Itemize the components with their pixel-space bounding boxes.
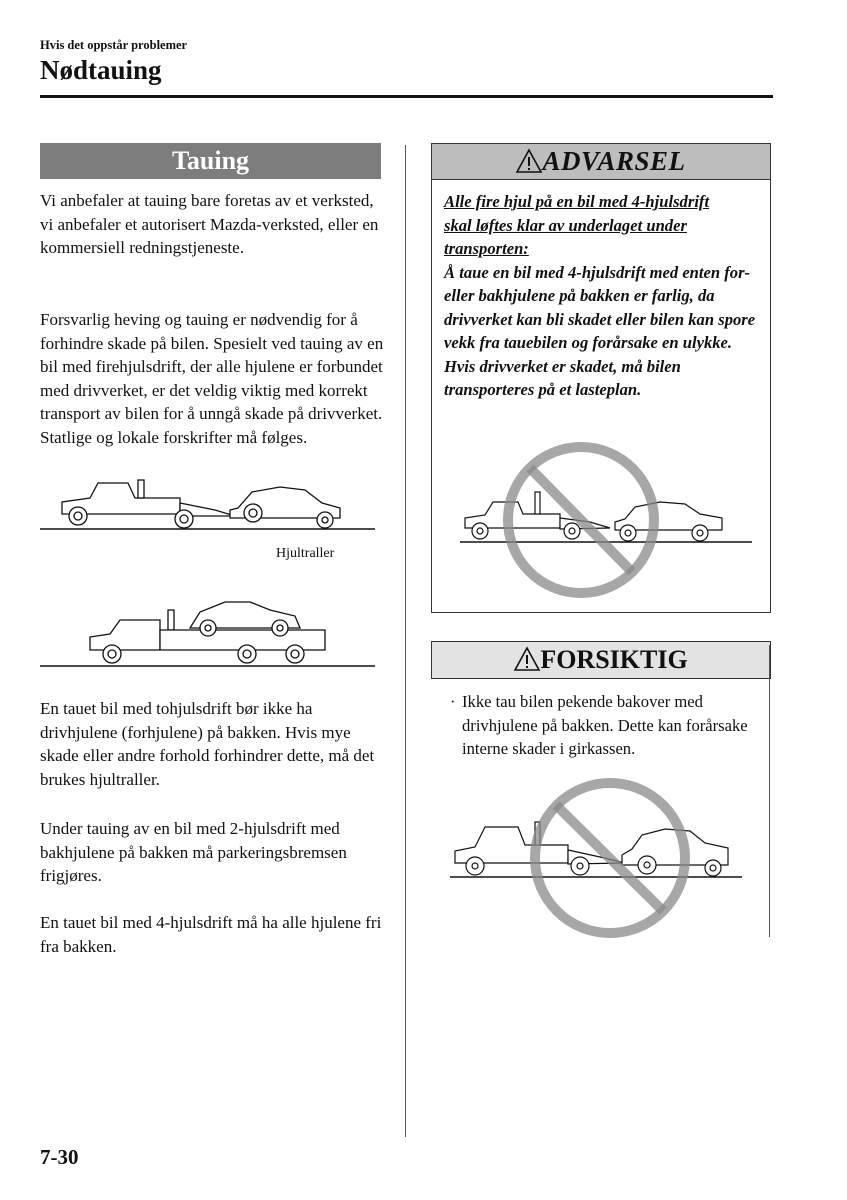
page-title: Nødtauing bbox=[40, 55, 162, 85]
figure-label-wheel-dolly: Hjultraller bbox=[276, 546, 335, 561]
prohibited-reverse-towing-illustration bbox=[450, 765, 750, 940]
paragraph-3: En tauet bil med tohjulsdrift bør ikke ha drivhjulene (forhjulene) på bakken. Hvis mye skade eller andre forhold forhindrer dette, må det brukes hjultraller. bbox=[40, 699, 375, 789]
caution-header bbox=[432, 642, 770, 678]
page-number: 7-30 bbox=[40, 1145, 79, 1169]
warning-line-2: skal løftes klar av underlaget under bbox=[444, 215, 687, 235]
header-divider bbox=[40, 95, 773, 98]
warning-line-1: Alle fire hjul på en bil med 4-hjulsdrift bbox=[444, 192, 710, 211]
column-divider bbox=[405, 145, 406, 1137]
caution-title: FORSIKTIG bbox=[540, 645, 688, 674]
prohibited-towing-illustration bbox=[460, 432, 760, 602]
section-heading: Tauing bbox=[40, 143, 381, 179]
caution-body: Ikke tau bilen pekende bakover med drivhjulene på bakken. Dette kan forårsake interne skader i girkassen. bbox=[462, 692, 748, 758]
paragraph-5: En tauet bil med 4-hjulsdrift må ha alle hjulene fri fra bakken. bbox=[40, 913, 382, 956]
warning-title: ADVARSEL bbox=[542, 146, 686, 176]
paragraph-1: Vi anbefaler at tauing bare foretas av et verksted, vi anbefaler et autorisert Mazda-verksted, eller en kommersiell redningstjeneste. bbox=[40, 191, 379, 257]
warning-text bbox=[444, 190, 764, 402]
flatbed-illustration bbox=[40, 590, 380, 670]
section-header: Hvis det oppstår problemer bbox=[40, 38, 188, 52]
caution-side-rule bbox=[769, 645, 770, 937]
warning-line-3: transporten: bbox=[444, 239, 529, 258]
warning-box bbox=[431, 143, 771, 613]
warning-triangle-icon bbox=[516, 149, 542, 173]
warning-paragraph: Å taue en bil med 4-hjulsdrift med enten for- eller bakhjulene på bakken er farlig, da drivverket kan bli skadet eller bilen kan spore vekk fra tauebilen og forårsake en ulykke. Hvis drivverket er skadet, må bilen transporteres på et lasteplan. bbox=[444, 262, 756, 399]
caution-box bbox=[431, 641, 771, 679]
paragraph-2: Forsvarlig heving og tauing er nødvendig for å forhindre skade på bilen. Spesielt ved tauing av en bil med firehjulsdrift, der alle hjulene er forbundet med drivverket, er det veldig viktig med korrekt transport av bilen for å unngå skade på drivverket. Statlige og lokale forskrifter må følges. bbox=[40, 310, 384, 447]
bullet: · bbox=[450, 692, 456, 711]
warning-header bbox=[432, 144, 770, 180]
caution-triangle-icon bbox=[514, 647, 540, 671]
caution-text bbox=[450, 690, 760, 761]
paragraph-4: Under tauing av en bil med 2-hjulsdrift med bakhjulene på bakken må parkeringsbremsen frigjøres. bbox=[40, 819, 347, 885]
tow-dolly-illustration bbox=[40, 470, 380, 540]
